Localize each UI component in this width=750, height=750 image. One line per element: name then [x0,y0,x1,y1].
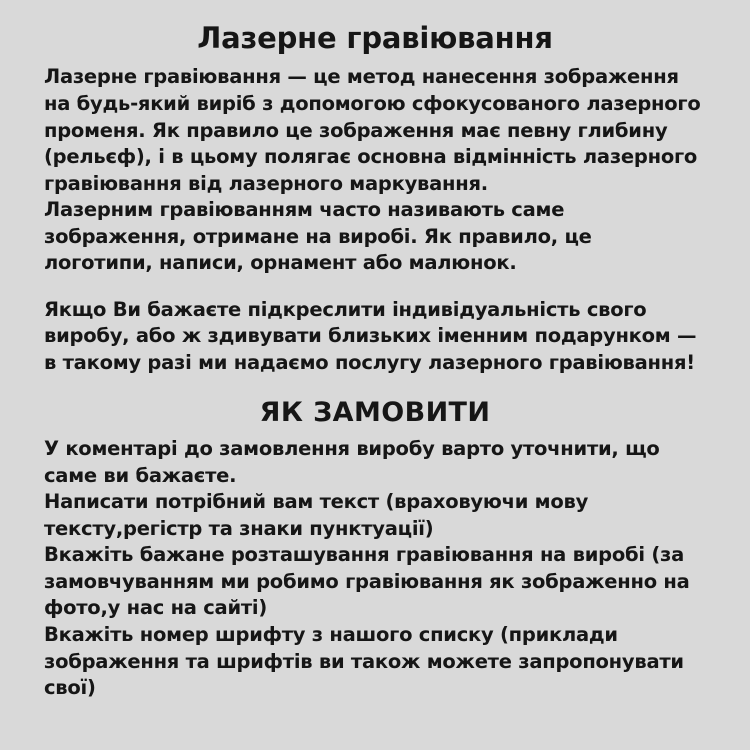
section-heading-how-to-order: ЯК ЗАМОВИТИ [259,397,491,429]
intro-paragraph-3: Якщо Ви бажаєте підкреслити індивідуальність свого виробу, або ж здивувати близьких іменним подарунком — в такому разі ми надаємо послугу лазерного гравіювання! [44,297,697,374]
how-to-order-list [44,436,706,701]
list-item: Написати потрібний вам текст (враховуючи мову тексту,регістр та знаки пунктуації) [44,490,589,540]
paragraph-spacer [44,277,706,297]
intro-paragraph-2: Лазерним гравіюванням часто називають саме зображення, отримане на виробі. Як правило, це логотипи, написи, орнамент або малюнок. [44,198,592,275]
list-item: У коментарі до замовлення виробу варто уточнити, що саме ви бажаєте. [44,437,660,487]
list-item: Вкажіть бажане розташування гравіювання на виробі (за замовчуванням ми робимо гравіювання як зображенно на фото,у нас на сайті) [44,543,690,620]
list-item: Вкажіть номер шрифту з нашого списку (приклади зображення та шрифтів ви також можете запропонувати свої) [44,622,684,700]
intro-paragraph-1: Лазерне гравіювання — це метод нанесення зображення на будь-який виріб з допомогою сфокусованого лазерного променя. Як правило це зображення має певну глибину (рельєф), і в цьому полягає основна відмінність лазерного гравіювання від лазерного маркування. [44,65,701,195]
page-title: Лазерне гравіювання [197,21,553,55]
